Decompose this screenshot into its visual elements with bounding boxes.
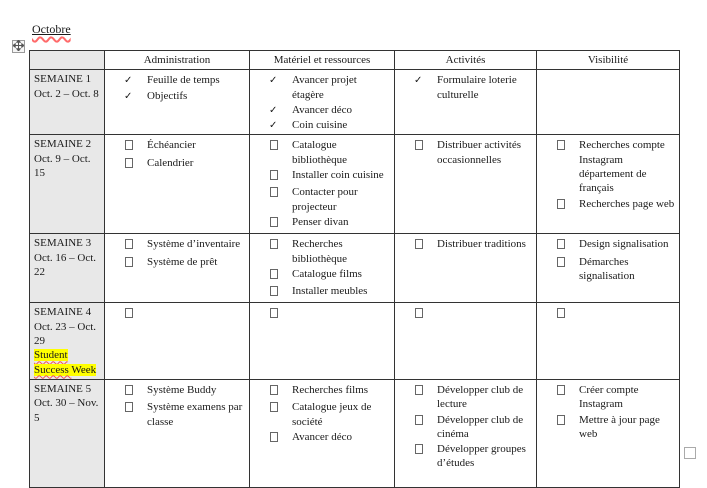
table-row	[30, 135, 680, 234]
task-item	[269, 215, 390, 231]
task-text: Installer meubles	[292, 285, 368, 298]
task-item	[556, 306, 675, 322]
task-text: Avancer projet étagère	[292, 74, 357, 101]
task-text: Système de prêt	[147, 255, 218, 268]
task-item	[124, 73, 245, 87]
task-item	[556, 138, 675, 195]
task-text: Recherches bibliothèque	[292, 238, 347, 265]
task-text: Feuille de temps	[147, 74, 220, 87]
task-text: Distribuer traditions	[437, 238, 526, 251]
checkbox-icon	[414, 237, 437, 253]
task-text: Catalogue bibliothèque	[292, 139, 347, 166]
visibilite-cell[interactable]	[537, 135, 680, 234]
task-text: Avancer déco	[292, 430, 352, 443]
activites-cell[interactable]	[395, 234, 537, 303]
task-item	[269, 267, 390, 283]
page-title[interactable]	[32, 22, 71, 36]
task-item	[269, 237, 390, 266]
task-item	[414, 442, 532, 471]
task-text	[147, 306, 245, 322]
checkbox-icon	[414, 383, 437, 412]
checkbox-icon	[414, 442, 437, 471]
checkbox-icon	[269, 400, 292, 429]
checkbox-icon	[269, 430, 292, 446]
checkbox-icon	[556, 138, 579, 195]
activites-cell[interactable]	[395, 303, 537, 379]
task-item	[124, 400, 245, 429]
activites-cell[interactable]	[395, 135, 537, 234]
week-label-cell[interactable]	[30, 135, 105, 234]
checkbox-icon	[556, 383, 579, 412]
table-move-handle[interactable]	[12, 40, 25, 53]
title-text: Octobre	[32, 22, 71, 36]
materiel-cell[interactable]	[250, 70, 395, 135]
administration-cell[interactable]	[105, 70, 250, 135]
task-text: Mettre à jour page web	[579, 413, 660, 440]
header-cell-materiel[interactable]: Matériel et ressources	[250, 51, 395, 70]
task-text: Distribuer activités occasionnelles	[437, 139, 522, 166]
task-text: Penser divan	[292, 215, 349, 228]
checkmark-icon: ✓	[414, 75, 423, 87]
activites-cell[interactable]	[395, 70, 537, 135]
visibilite-cell[interactable]	[537, 303, 680, 379]
task-text: Catalogue films	[292, 267, 362, 280]
checkbox-icon	[124, 156, 147, 172]
task-item	[269, 103, 390, 117]
week-dates: Oct. 16 – Oct. 22	[34, 251, 97, 278]
task-text: Système Buddy	[147, 383, 217, 396]
task-item	[414, 138, 532, 167]
task-item	[124, 156, 245, 172]
task-text: Calendrier	[147, 156, 194, 169]
materiel-cell[interactable]	[250, 135, 395, 234]
task-item	[269, 118, 390, 132]
administration-cell[interactable]	[105, 379, 250, 487]
checkbox-icon	[414, 413, 437, 442]
week-label: SEMAINE 3	[34, 237, 92, 250]
week-label-cell[interactable]	[30, 379, 105, 487]
checkbox-icon	[124, 237, 147, 253]
task-text: Coin cuisine	[292, 119, 348, 132]
week-dates: Oct. 23 – Oct. 29	[34, 320, 97, 348]
checkbox-icon	[124, 383, 147, 399]
checkmark-icon: ✓	[269, 120, 278, 132]
visibilite-cell[interactable]	[537, 70, 680, 135]
checkbox-icon	[124, 255, 147, 271]
header-cell-activites[interactable]: Activités	[395, 51, 537, 70]
move-arrows-icon	[13, 38, 24, 56]
checkbox-icon	[414, 138, 437, 167]
task-item	[269, 430, 390, 446]
checkbox-icon	[124, 400, 147, 429]
activites-cell[interactable]	[395, 379, 537, 487]
checkbox-icon	[556, 413, 579, 442]
checkbox-icon	[269, 383, 292, 399]
week-label: SEMAINE 5	[34, 382, 92, 395]
task-text: Recherches page web	[579, 197, 675, 210]
week-label-cell[interactable]	[30, 234, 105, 303]
task-text: Recherches films	[292, 383, 369, 396]
week-dates: Oct. 30 – Nov. 5	[34, 397, 99, 424]
week-dates: Oct. 2 – Oct. 8	[34, 87, 99, 100]
task-item	[269, 284, 390, 300]
header-row	[30, 51, 680, 70]
checkbox-icon	[556, 306, 579, 322]
task-item	[414, 413, 532, 442]
checkbox-icon	[556, 255, 579, 284]
task-text: Formulaire loterie culturelle	[437, 74, 517, 101]
checkbox-icon	[269, 284, 292, 300]
task-text: Avancer déco	[292, 103, 352, 116]
task-item	[124, 237, 245, 253]
task-item	[269, 306, 390, 322]
checkmark-icon: ✓	[124, 90, 133, 102]
highlighted-note: Student Success Week	[34, 349, 97, 376]
task-text: Développer club de cinéma	[437, 413, 524, 440]
task-item	[269, 73, 390, 102]
task-item	[124, 138, 245, 154]
task-item	[124, 255, 245, 271]
checkbox-icon	[269, 185, 292, 214]
table-row	[30, 234, 680, 303]
task-item	[414, 73, 532, 102]
task-item	[556, 383, 675, 412]
task-text: Système d’inventaire	[147, 238, 241, 251]
checkbox-icon	[269, 168, 292, 184]
administration-cell[interactable]	[105, 303, 250, 379]
task-item	[556, 197, 675, 213]
task-text: Créer compte Instagram	[579, 383, 639, 411]
task-text	[292, 306, 390, 322]
table-body	[30, 70, 680, 488]
table-row	[30, 303, 680, 379]
checkbox-icon	[556, 197, 579, 213]
task-text: Développer groupes d’études	[437, 443, 526, 470]
task-item	[414, 237, 532, 253]
task-text: Contacter pour projecteur	[292, 186, 358, 213]
task-item	[269, 400, 390, 429]
task-text: Démarches signalisation	[579, 255, 635, 282]
header-cell-visibilite[interactable]: Visibilité	[537, 51, 680, 70]
task-text: Objectifs	[147, 89, 188, 102]
task-item	[269, 185, 390, 214]
task-text: Développer club de lecture	[437, 383, 524, 411]
week-dates: Oct. 9 – Oct. 15	[34, 152, 91, 180]
checkbox-icon	[269, 306, 292, 322]
checkmark-icon: ✓	[269, 104, 278, 116]
week-label-cell[interactable]	[30, 303, 105, 379]
header-cell-administration[interactable]: Administration	[105, 51, 250, 70]
checkbox-icon	[124, 306, 147, 322]
task-item	[124, 306, 245, 322]
visibilite-cell[interactable]	[537, 234, 680, 303]
materiel-cell[interactable]	[250, 379, 395, 487]
checkbox-icon	[269, 237, 292, 266]
administration-cell[interactable]	[105, 135, 250, 234]
checkmark-icon: ✓	[124, 75, 133, 87]
task-text: Système examens par classe	[147, 401, 243, 428]
materiel-cell[interactable]	[250, 234, 395, 303]
table-row	[30, 70, 680, 135]
task-text: Installer coin cuisine	[292, 169, 384, 182]
task-item	[269, 168, 390, 184]
task-item	[556, 237, 675, 253]
header-cell-empty[interactable]	[30, 51, 105, 70]
checkbox-icon	[269, 138, 292, 167]
checkbox-icon	[269, 267, 292, 283]
task-item	[269, 138, 390, 167]
task-text: Design signalisation	[579, 238, 669, 251]
week-label: SEMAINE 2	[34, 138, 92, 151]
task-text: Échéancier	[147, 139, 196, 152]
checkmark-icon: ✓	[269, 75, 278, 87]
week-label: SEMAINE 4	[34, 306, 92, 319]
title-underline	[32, 22, 71, 36]
task-text: Catalogue jeux de société	[292, 401, 372, 428]
task-text	[579, 306, 675, 322]
materiel-cell[interactable]	[250, 303, 395, 379]
task-item	[269, 383, 390, 399]
task-item	[556, 413, 675, 442]
checkbox-icon	[124, 138, 147, 154]
task-item	[414, 306, 532, 322]
task-item	[414, 383, 532, 412]
administration-cell[interactable]	[105, 234, 250, 303]
planning-table	[29, 50, 680, 488]
task-item	[556, 255, 675, 284]
task-item	[124, 89, 245, 103]
task-text: Recherches compte Instagram département de français	[579, 139, 665, 195]
table-resize-handle[interactable]	[684, 447, 696, 459]
week-label-cell[interactable]	[30, 70, 105, 135]
visibilite-cell[interactable]	[537, 379, 680, 487]
checkbox-icon	[556, 237, 579, 253]
week-label: SEMAINE 1	[34, 73, 92, 86]
checkbox-icon	[269, 215, 292, 231]
task-item	[124, 383, 245, 399]
task-text	[437, 306, 532, 322]
checkbox-icon	[414, 306, 437, 322]
table-row	[30, 379, 680, 487]
